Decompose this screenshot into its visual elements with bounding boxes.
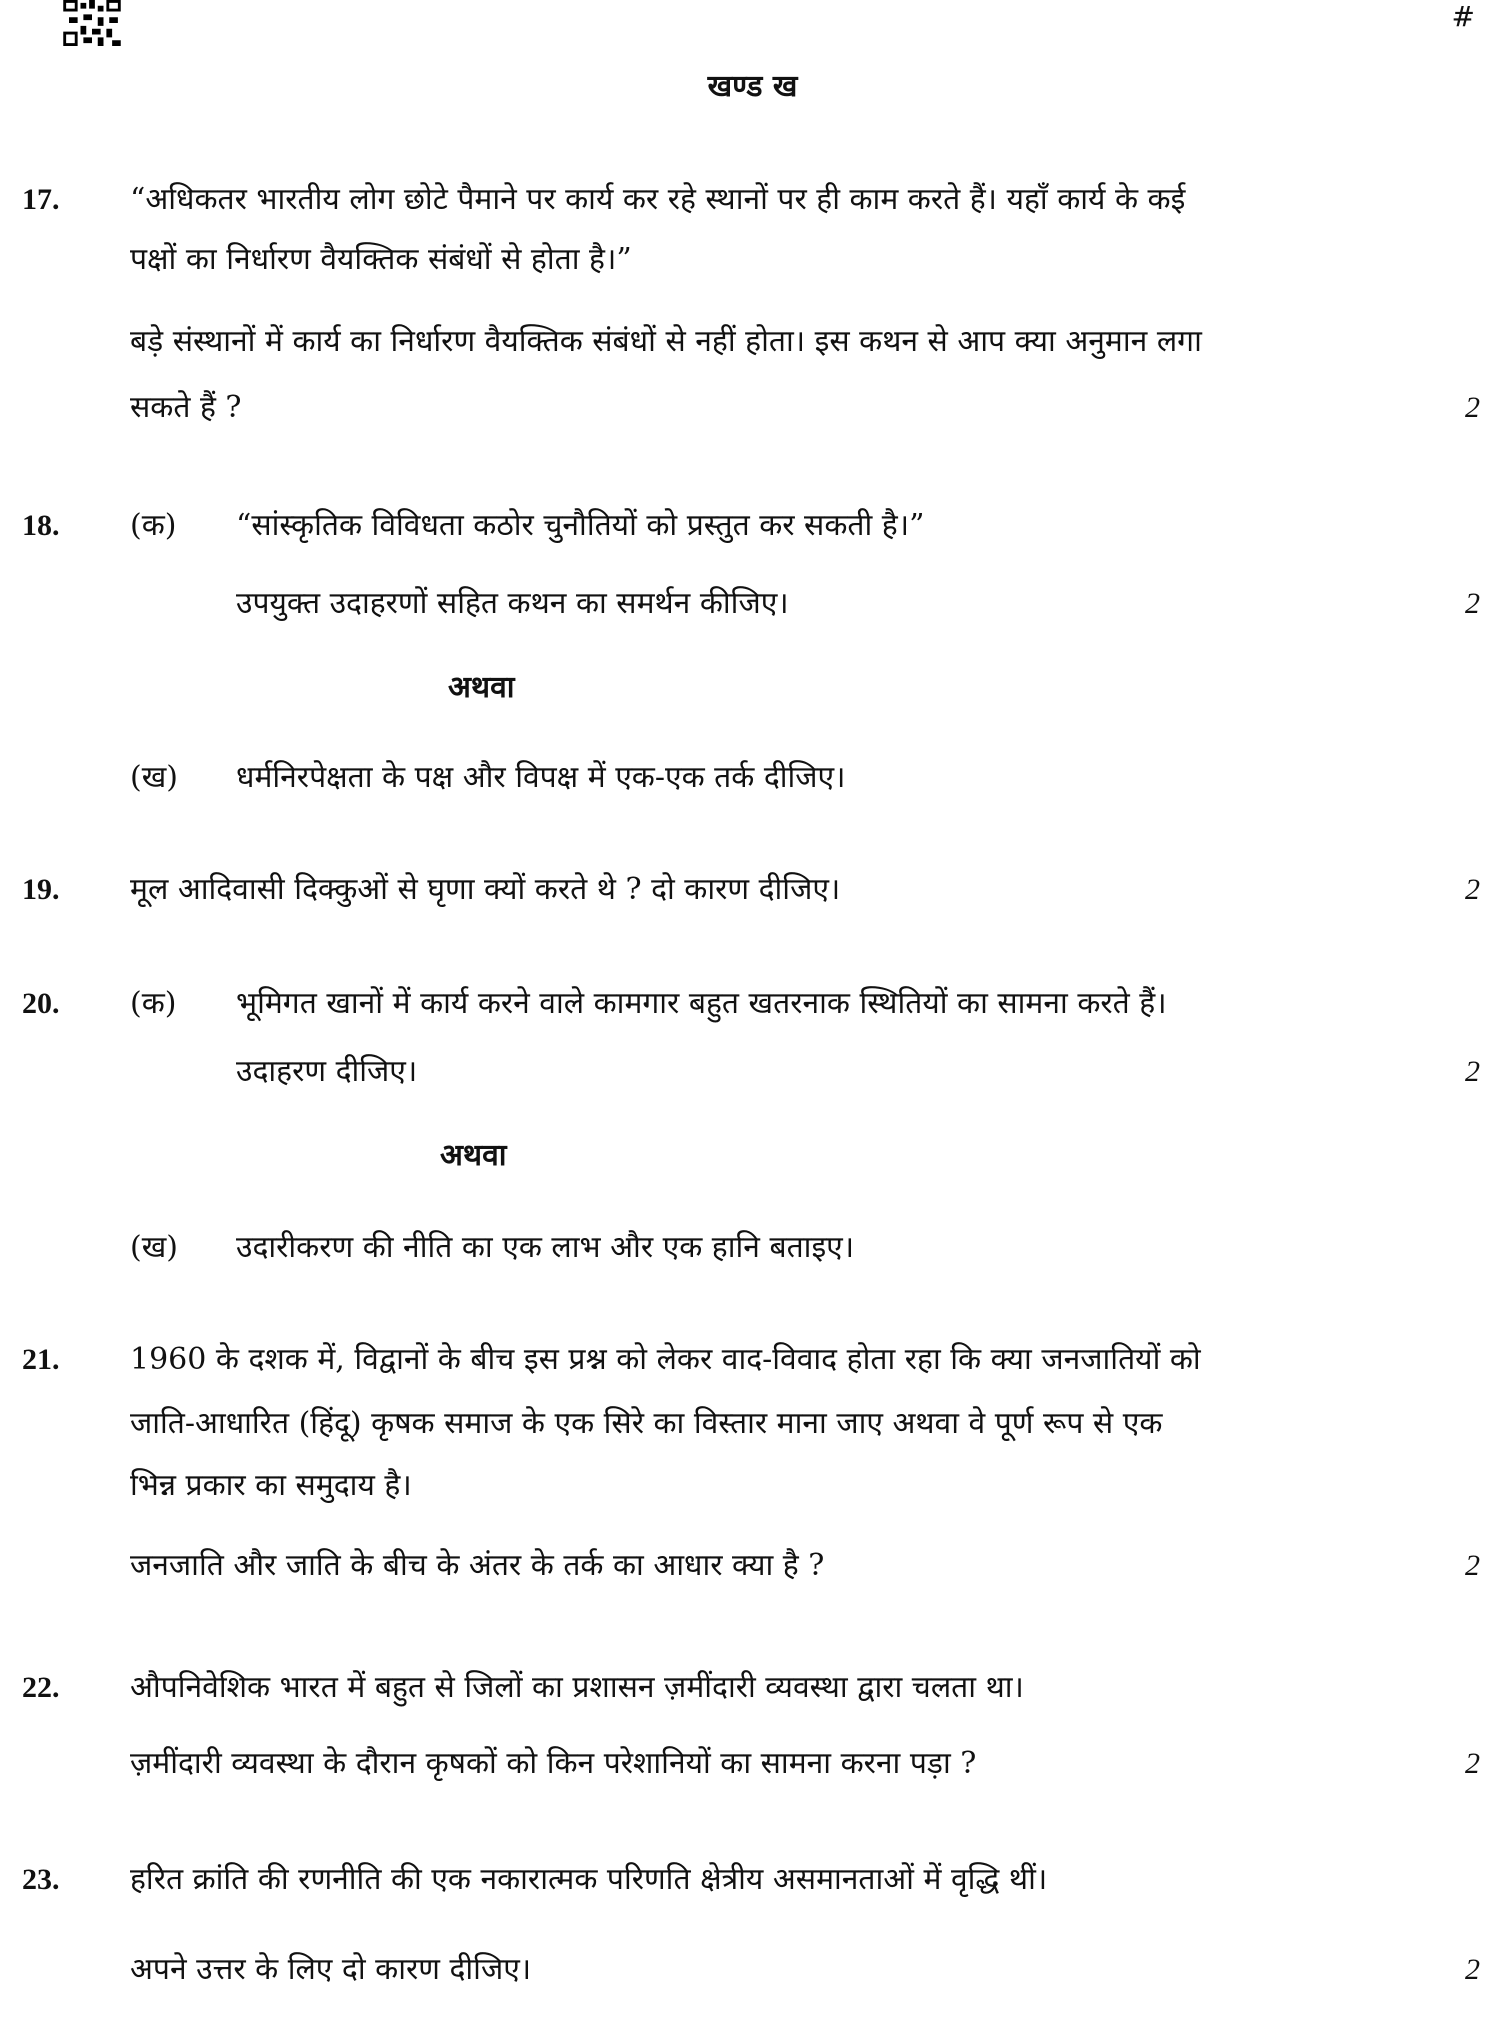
marks: 2: [1465, 391, 1480, 424]
marks: 2: [1465, 1549, 1480, 1582]
question-text-line: जाति-आधारित (हिंदू) कृषक समाज के एक सिरे का विस्तार माना जाए अथवा वे पूर्ण रूप से एक: [130, 1406, 1163, 1441]
question-text-line: भिन्न प्रकार का समुदाय है।: [130, 1468, 412, 1503]
marks: 2: [1465, 1747, 1480, 1780]
or-label: अथवा: [440, 1138, 507, 1173]
qr-code-icon: [62, 0, 122, 46]
question-text-line: “अधिकतर भारतीय लोग छोटे पैमाने पर कार्य कर रहे स्थानों पर ही काम करते हैं। यहाँ कार्य के कई: [130, 182, 1186, 217]
question-text-line: भूमिगत खानों में कार्य करने वाले कामगार बहुत खतरनाक स्थितियों का सामना करते हैं।: [236, 986, 1167, 1021]
question-number: 18.: [22, 509, 60, 542]
part-label: (क): [130, 986, 177, 1021]
section-title: खण्ड ख: [707, 69, 798, 104]
or-label: अथवा: [448, 670, 515, 705]
question-text-line: हरित क्रांति की रणनीति की एक नकारात्मक परिणति क्षेत्रीय असमानताओं में वृद्धि थीं।: [130, 1862, 1048, 1897]
question-text-line: उपयुक्त उदाहरणों सहित कथन का समर्थन कीजिए।: [236, 586, 789, 621]
question-text-line: मूल आदिवासी दिक्कुओं से घृणा क्यों करते थे ? दो कारण दीजिए।: [130, 872, 841, 907]
question-number: 23.: [22, 1863, 60, 1896]
question-number: 17.: [22, 183, 60, 216]
question-number: 20.: [22, 987, 60, 1020]
question-text-line: उदाहरण दीजिए।: [236, 1054, 418, 1089]
part-label: (ख): [130, 1230, 178, 1265]
question-text-line: “सांस्कृतिक विविधता कठोर चुनौतियों को प्रस्तुत कर सकती है।”: [236, 508, 925, 543]
question-text-line: धर्मनिरपेक्षता के पक्ष और विपक्ष में एक-एक तर्क दीजिए।: [236, 760, 846, 795]
question-text-line: अपने उत्तर के लिए दो कारण दीजिए।: [130, 1952, 532, 1987]
marks: 2: [1465, 587, 1480, 620]
question-text-line: जनजाति और जाति के बीच के अंतर के तर्क का आधार क्या है ?: [130, 1548, 825, 1583]
marks: 2: [1465, 873, 1480, 906]
question-text-line: उदारीकरण की नीति का एक लाभ और एक हानि बताइए।: [236, 1230, 855, 1265]
question-number: 22.: [22, 1671, 60, 1704]
question-text-line: औपनिवेशिक भारत में बहुत से जिलों का प्रशासन ज़मींदारी व्यवस्था द्वारा चलता था।: [130, 1670, 1024, 1705]
marks: 2: [1465, 1055, 1480, 1088]
part-label: (ख): [130, 760, 178, 795]
question-text-line: ज़मींदारी व्यवस्था के दौरान कृषकों को किन परेशानियों का सामना करना पड़ा ?: [130, 1746, 977, 1781]
question-text-line: बड़े संस्थानों में कार्य का निर्धारण वैयक्तिक संबंधों से नहीं होता। इस कथन से आप क्या अनुमान लगा: [130, 324, 1202, 359]
page-marker: #: [1451, 0, 1475, 33]
question-text-line: सकते हैं ?: [130, 390, 242, 425]
marks: 2: [1465, 1953, 1480, 1986]
part-label: (क): [130, 508, 177, 543]
question-text-line: पक्षों का निर्धारण वैयक्तिक संबंधों से होता है।”: [130, 242, 632, 277]
question-number: 19.: [22, 873, 60, 906]
question-number: 21.: [22, 1343, 60, 1376]
question-text-line: 1960 के दशक में, विद्वानों के बीच इस प्रश्न को लेकर वाद-विवाद होता रहा कि क्या जनजातियों को: [130, 1342, 1201, 1377]
